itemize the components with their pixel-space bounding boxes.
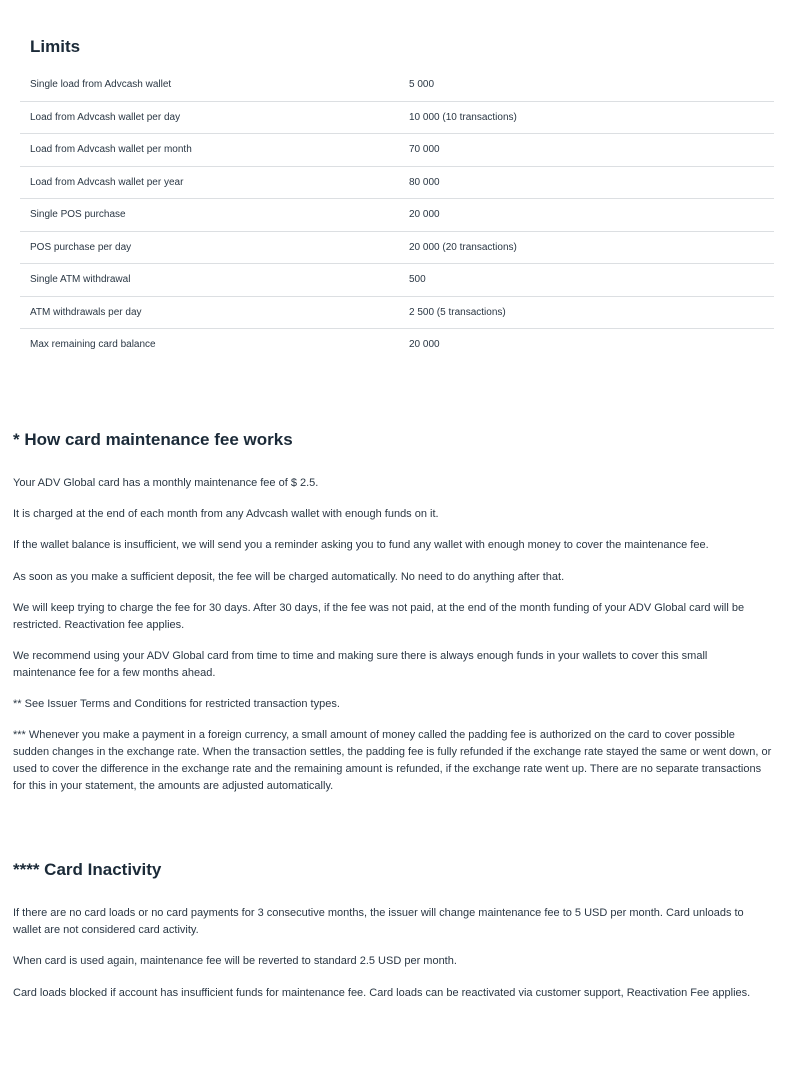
limit-value: 5 000: [399, 69, 774, 101]
limit-value: 20 000: [409, 339, 440, 351]
table-row: [20, 264, 774, 297]
table-row: [20, 329, 774, 361]
limit-label: Load from Advcash wallet per month: [20, 134, 399, 167]
table-row: [20, 231, 774, 264]
limit-label: Load from Advcash wallet per day: [20, 101, 399, 134]
limits-heading: Limits: [30, 37, 81, 56]
limit-label: Single load from Advcash wallet: [20, 69, 399, 101]
table-row: [20, 199, 774, 232]
limit-value: 80 000: [399, 166, 774, 199]
table-row: [20, 69, 774, 101]
limit-value: 500: [399, 264, 774, 297]
limit-label: POS purchase per day: [20, 231, 399, 264]
card-inactivity-heading: **** Card Inactivity: [13, 860, 162, 879]
maintenance-paragraph: Your ADV Global card has a monthly maintenance fee of $ 2.5.: [13, 477, 319, 489]
maintenance-paragraph: As soon as you make a sufficient deposit, the fee will be charged automatically. No need to do anything after that.: [13, 571, 565, 583]
limit-label: Max remaining card balance: [30, 339, 156, 351]
maintenance-paragraph: We recommend using your ADV Global card from time to time and making sure there is always enough funds in your wallets to cover this small maintenance fee for a few months ahead.: [13, 650, 708, 679]
limit-label: Single POS purchase: [20, 199, 399, 232]
limit-value: 10 000 (10 transactions): [399, 101, 774, 134]
limit-label: ATM withdrawals per day: [20, 296, 399, 329]
limit-value: 20 000: [399, 199, 774, 232]
issuer-terms-note: ** See Issuer Terms and Conditions for restricted transaction types.: [13, 698, 340, 710]
limit-value: 70 000: [399, 134, 774, 167]
table-row: [20, 134, 774, 167]
maintenance-paragraph: We will keep trying to charge the fee for 30 days. After 30 days, if the fee was not paid, at the end of the month funding of your ADV Global card will be restricted. Reactivation fee applies.: [13, 602, 745, 631]
limits-table: [20, 69, 774, 361]
inactivity-paragraph: If there are no card loads or no card payments for 3 consecutive months, the issuer will change maintenance fee to 5 USD per month. Card unloads to wallet are not considered card activity.: [13, 907, 744, 936]
maintenance-paragraph: It is charged at the end of each month from any Advcash wallet with enough funds on it.: [13, 508, 439, 520]
padding-fee-note: *** Whenever you make a payment in a foreign currency, a small amount of money called the padding fee is authorized on the card to cover possible sudden changes in the exchange rate. When the transaction settles, the padding fee is fully refunded if the exchange rate stayed the same or went down, or used to cover the difference in the exchange rate and the remaining amount is refunded, if the exchange rate went up. There are no separate transactions for this in your statement, the amounts are adjusted automatically.: [13, 729, 772, 792]
inactivity-paragraph: Card loads blocked if account has insufficient funds for maintenance fee. Card loads can be reactivated via customer support, Reactivation Fee applies.: [13, 987, 751, 999]
table-row: [20, 166, 774, 199]
limit-label: Single ATM withdrawal: [20, 264, 399, 297]
maintenance-fee-heading: * How card maintenance fee works: [13, 430, 293, 449]
limit-value: 20 000 (20 transactions): [399, 231, 774, 264]
limit-value: 2 500 (5 transactions): [399, 296, 774, 329]
limit-label: Load from Advcash wallet per year: [20, 166, 399, 199]
inactivity-paragraph: When card is used again, maintenance fee will be reverted to standard 2.5 USD per month.: [13, 955, 457, 967]
table-row: [20, 296, 774, 329]
maintenance-paragraph: If the wallet balance is insufficient, we will send you a reminder asking you to fund any wallet with enough money to cover the maintenance fee.: [13, 539, 709, 551]
table-row: [20, 101, 774, 134]
